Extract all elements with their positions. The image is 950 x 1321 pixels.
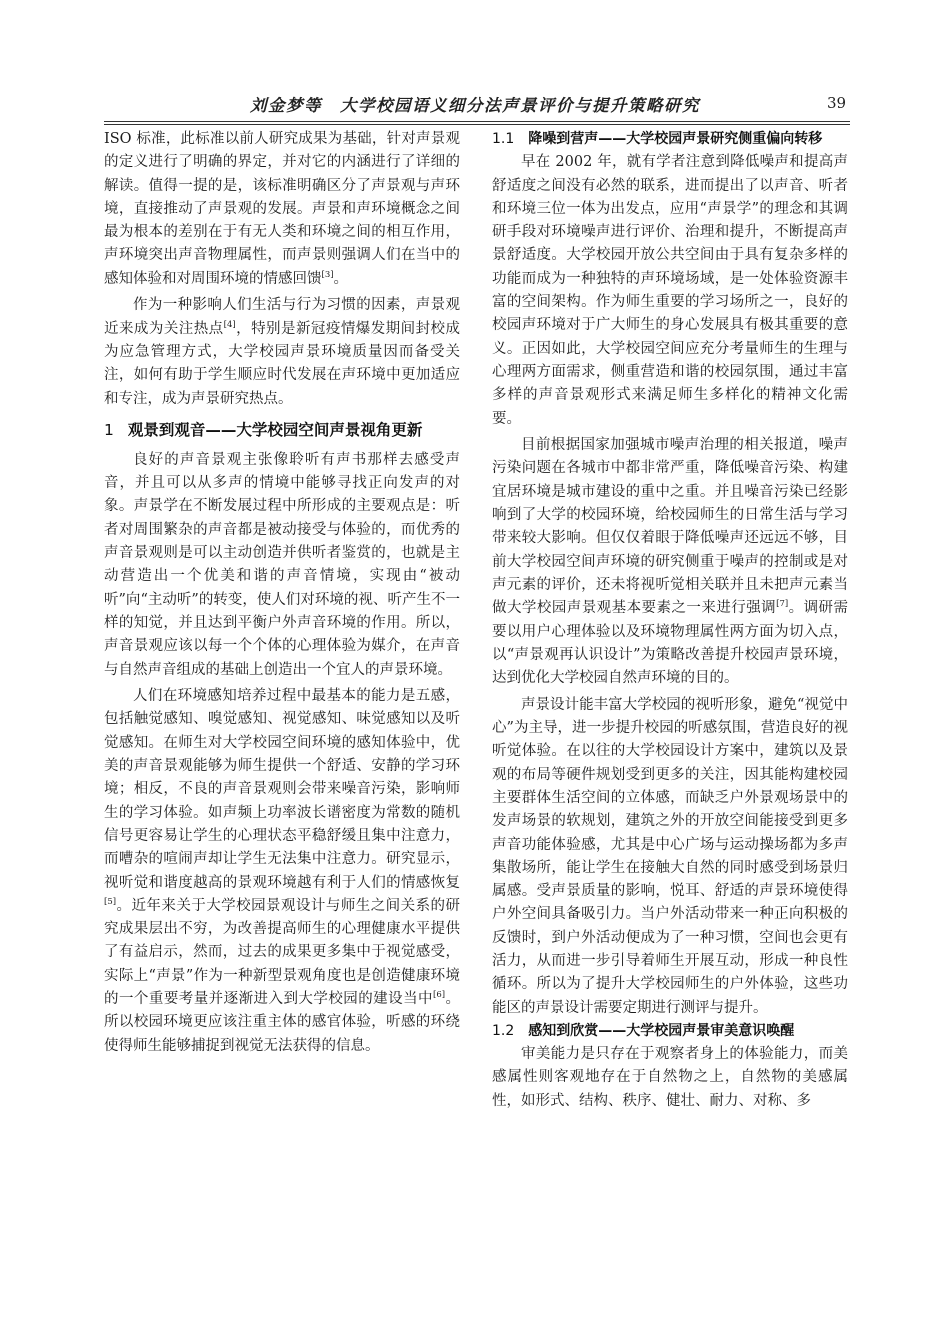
header-rule xyxy=(104,121,850,122)
citation: [5] xyxy=(104,896,117,907)
paragraph: 作为一种影响人们生活与行为习惯的因素，声景观近来成为关注热点[4]，特别是新冠疫情爆发期间封校成为应急管理方式，大学校园声景环境质量因而备受关注，如何有助于学生顺应时代发展在声环境中更加适应和专注，成为声景研究热点。 xyxy=(104,297,461,407)
subsection-heading xyxy=(492,1020,848,1043)
paragraph: 早在 2002 年，就有学者注意到降低噪声和提高声舒适度之间没有必然的联系，进而提出了以声音、听者和环境三位一体为出发点，应用“声景学”的理念和其调研手段对环境噪声进行评价、治理和提升，不断提高声景舒适度。大学校园开放公共空间由于具有复杂多样的功能而成为一种独特的声环境场域，是一处体验资源丰富的空间架构。作为师生重要的学习场所之一，良好的校园声环境对于广大师生的身心发展具有极其重要的意义。正因如此，大学校园空间应充分考量师生的生理与心理两方面需求，侧重营造和谐的校园氛围，通过丰富多样的声音景观形式来满足师生多样化的精神文化需要。 xyxy=(492,154,848,427)
header-rule-thin xyxy=(104,124,850,125)
paragraph: 人们在环境感知培养过程中最基本的能力是五感，包括触觉感知、嗅觉感知、视觉感知、味觉感知以及听觉感知。在师生对大学校园空间环境的感知体验中，优美的声音景观能够为师生提供一个舒适、安静的学习环境；相反，不良的声音景观则会带来噪音污染，影响师生的学习体验。如声频上功率波长谱密度为常数的随机信号更容易让学生的心理状态平稳舒缓且集中注意力，而嘈杂的喧闹声却让学生无法集中注意力。研究显示，视听觉和谐度越高的景观环境越有利于人们的情感恢复[5]。近年来关于大学校园景观设计与师生之间关系的研究成果层出不穷，为改善提高师生的心理健康水平提供了有益启示，然而，过去的成果更多集中于视觉感受，实际上“声景”作为一种新型景观角度也是创造健康环境的一个重要考量并逐渐进入到大学校园的建设当中[6]。所以校园环境更应该注重主体的感官体验，听感的环绕使得师生能够捕捉到视觉无法获得的信息。 xyxy=(104,688,461,1054)
section-title: 观景到观音——大学校园空间声景视角更新 xyxy=(127,420,423,439)
section-heading xyxy=(104,418,460,443)
paragraph: ISO 标准，此标准以前人研究成果为基础，针对声景观的定义进行了明确的界定，并对它的内涵进行了详细的解读。值得一提的是，该标准明确区分了声景观与声环境，直接推动了声景观的发展。声景和声环境概念之间最为根本的差别在于有无人类和环境之间的相互作用，声环境突出声音物理属性，而声景则强调人们在当中的感知体验和对周围环境的情感回馈[3]。 xyxy=(104,131,460,287)
left-column xyxy=(104,128,460,1058)
citation: [7] xyxy=(776,599,789,610)
citation: [6] xyxy=(433,989,446,1000)
citation: [4] xyxy=(223,319,236,330)
subsection-heading xyxy=(492,128,848,151)
paragraph: 声景设计能丰富大学校园的视听形象，避免“视觉中心”为主导，进一步提升校园的听感氛围，营造良好的视听觉体验。在以往的大学校园设计方案中，建筑以及景观的布局等硬件规划受到更多的关注，因其能构建校园主要群体生活空间的立体感，而缺乏户外景观场景中的发声场景的软规划，建筑之外的开放空间能接受到更多声音功能体验感，尤其是中心广场与运动操场都为多声集散场所，能让学生在接触大自然的同时感受到场景归属感。受声景质量的影响，悦耳、舒适的声景环境使得户外空间具备吸引力。当户外活动带来一种正向积极的反馈时，到户外活动便成为了一种习惯，空间也会更有活力，从而进一步引导着师生开展互动，形成一种良性循环。所以为了提升大学校园师生的户外体验，这些功能区的声景设计需要定期进行测评与提升。 xyxy=(492,696,848,1016)
subsection-title: 降噪到营声——大学校园声景研究侧重偏向转移 xyxy=(528,131,823,147)
page-number: 39 xyxy=(827,94,847,112)
subsection-number: 1.1 xyxy=(492,131,515,147)
subsection-number: 1.2 xyxy=(492,1022,515,1039)
citation: [3] xyxy=(321,269,334,280)
section-number: 1 xyxy=(104,420,114,439)
paragraph: 审美能力是只存在于观察者身上的体验能力，而美感属性则客观地存在于自然物之上，自然物的美感属性，如形式、结构、秩序、健壮、耐力、对称、多 xyxy=(492,1046,848,1109)
subsection-title: 感知到欣赏——大学校园声景审美意识唤醒 xyxy=(528,1022,795,1039)
right-column xyxy=(492,128,848,1113)
paragraph: 目前根据国家加强城市噪声治理的相关报道，噪声污染问题在各城市中都非常严重，降低噪音污染、构建宜居环境是城市建设的重中之重。并且噪音污染已经影响到了大学的校园环境，给校园师生的日常生活与学习带来较大影响。但仅仅着眼于降低噪声还远远不够，目前大学校园空间声环境的研究侧重于噪声的控制或是对声元素的评价，还未将视听觉相关联并且未把声元素当做大学校园声景观基本要素之一来进行强调[7]。调研需要以用户心理体验以及环境物理属性两方面为切入点，以“声景观再认识设计”为策略改善提升校园声景环境，达到优化大学校园自然声环境的目的。 xyxy=(492,437,849,687)
running-title: 刘金梦等 大学校园语义细分法声景评价与提升策略研究 xyxy=(250,96,700,115)
paragraph: 良好的声音景观主张像聆听有声书那样去感受声音，并且可以从多声的情境中能够寻找正向发声的对象。声景学在不断发展过程中所形成的主要观点是：听者对周围繁杂的声音都是被动接受与体验的，而优秀的声音景观则是可以主动创造并供听者鉴赏的，也就是主动营造出一个优美和谐的声音情境，实现由“被动听”向“主动听”的转变，使人们对环境的视、听产生不一样的知觉，并且达到平衡户外声音环境的作用。所以，声音景观应该以每一个个体的心理体验为媒介，在声音与自然声音组成的基础上创造出一个宜人的声景环境。 xyxy=(104,451,460,678)
